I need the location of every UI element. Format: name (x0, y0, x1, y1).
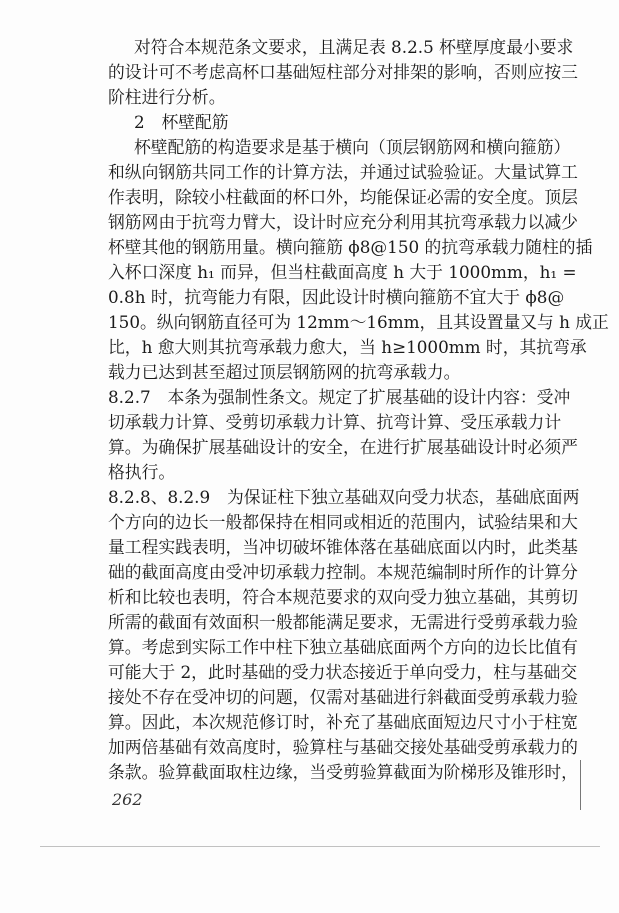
text-line: 算。因此，本次规范修订时，补充了基础底面短边尺寸小于柱宽 (108, 712, 578, 732)
text-line: 和纵向钢筋共同工作的计算方法，并通过试验验证。大量试算工 (108, 162, 578, 182)
text-line: 所需的截面有效面积一般都能满足要求，无需进行受剪承载力验 (108, 612, 578, 632)
text-line: 可能大于 2，此时基础的受力状态接近于单向受力，柱与基础交 (108, 662, 578, 682)
text-line: 对符合本规范条文要求，且满足表 8.2.5 杯壁厚度最小要求 (134, 37, 574, 57)
text-line: 切承载力计算、受剪切承载力计算、抗弯计算、受压承载力计 (108, 412, 562, 432)
text-line: 条款。验算截面取柱边缘，当受剪验算截面为阶梯形及锥形时， (108, 762, 578, 782)
text-line: 量工程实践表明，当冲切破坏锥体落在基础底面以内时，此类基 (108, 537, 578, 557)
text-line: 杯壁配筋的构造要求是基于横向（顶层钢筋网和横向箍筋） (134, 137, 571, 157)
page-number: 262 (112, 790, 143, 809)
text-line: 8.2.7 本条为强制性条文。规定了扩展基础的设计内容：受冲 (108, 387, 571, 407)
text-line: 杯壁其他的钢筋用量。横向箍筋 ϕ8@150 的抗弯承载力随柱的插 (108, 237, 593, 257)
text-line: 格执行。 (108, 462, 176, 482)
text-line: 个方向的边长一般都保持在相同或相近的范围内，试验结果和大 (108, 512, 578, 532)
text-line: 作表明，除较小柱截面的杯口外，均能保证必需的安全度。顶层 (108, 187, 578, 207)
margin-rule (580, 760, 581, 810)
text-line: 阶柱进行分析。 (108, 87, 226, 107)
text-line: 钢筋网由于抗弯力臂大，设计时应充分利用其抗弯承载力以减少 (108, 212, 578, 232)
section-heading: 2 杯壁配筋 (134, 112, 229, 132)
text-line: 接处不存在受冲切的问题，仅需对基础进行斜截面受剪承载力验 (108, 687, 578, 707)
text-line: 础的截面高度由受冲切承载力控制。本规范编制时所作的计算分 (108, 562, 578, 582)
text-line: 比，h 愈大则其抗弯承载力愈大，当 h≥1000mm 时，其抗弯承 (108, 337, 587, 357)
text-line: 算。考虑到实际工作中柱下独立基础底面两个方向的边长比值有 (108, 637, 578, 657)
text-line: 析和比较也表明，符合本规范要求的双向受力独立基础，其剪切 (108, 587, 578, 607)
bottom-rule (40, 846, 600, 847)
text-line: 150。纵向钢筋直径可为 12mm～16mm，且其设置量又与 h 成正 (108, 312, 609, 332)
text-line: 加两倍基础有效高度时，验算柱与基础交接处基础受剪承载力的 (108, 737, 578, 757)
text-line: 8.2.8、8.2.9 为保证柱下独立基础双向受力状态，基础底面两 (108, 487, 580, 507)
text-line: 算。为确保扩展基础设计的安全，在进行扩展基础设计时必须严 (108, 437, 578, 457)
text-line: 的设计可不考虑高杯口基础短柱部分对排架的影响，否则应按三 (108, 62, 578, 82)
text-line: 载力已达到甚至超过顶层钢筋网的抗弯承载力。 (108, 362, 461, 382)
text-line: 0.8h 时，抗弯能力有限，因此设计时横向箍筋不宜大于 ϕ8@ (108, 287, 565, 307)
text-line: 入杯口深度 h₁ 而异，但当柱截面高度 h 大于 1000mm，h₁ = (108, 262, 577, 282)
